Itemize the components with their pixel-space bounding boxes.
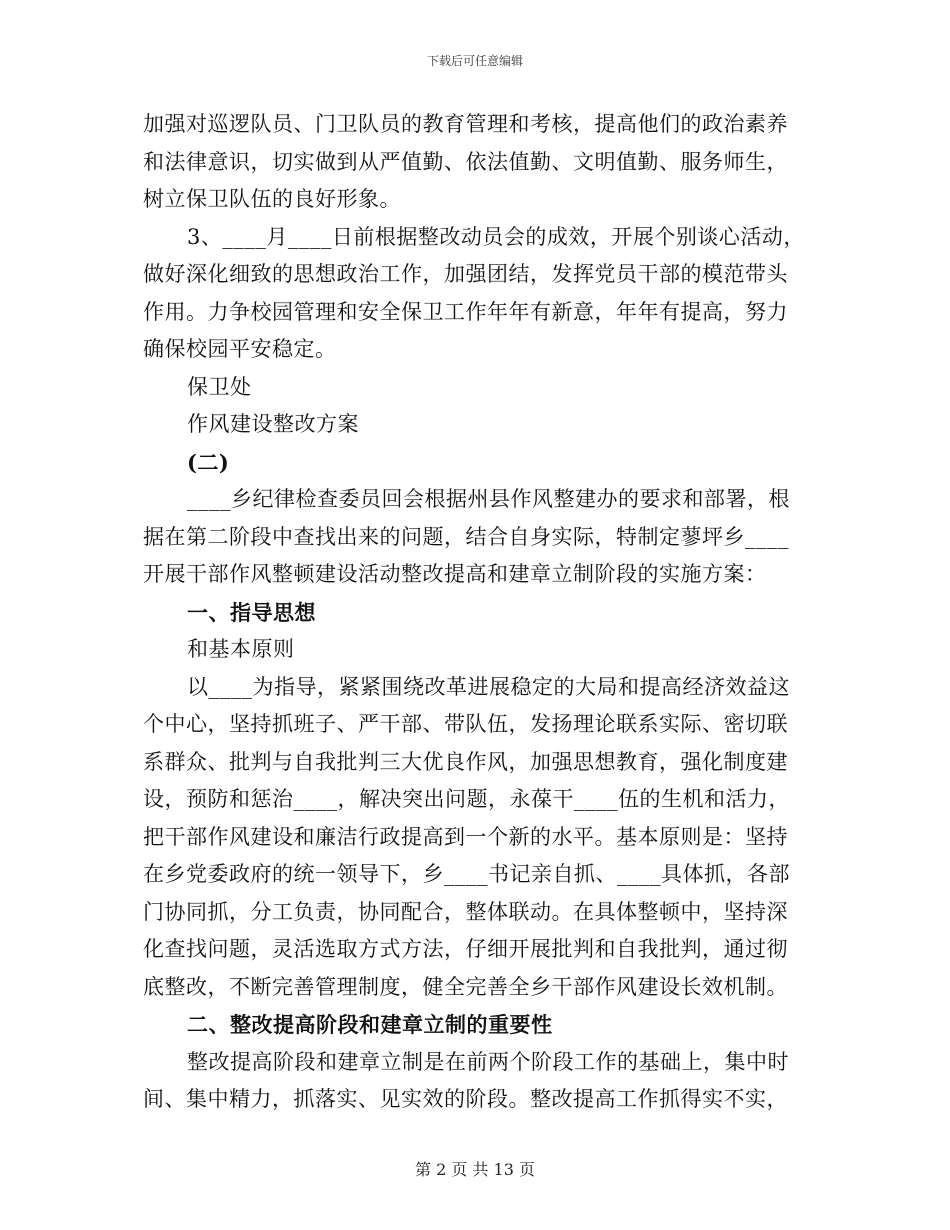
paragraph-line: 树立保卫队伍的良好形象。 [143, 187, 401, 211]
paragraph-line: 系群众、批判与自我批判三大优良作风，加强思想教育，强化制度建 [143, 749, 788, 774]
paragraph-line: 化查找问题，灵活选取方式方法，仔细开展批判和自我批判，通过彻 [143, 937, 788, 961]
paragraph-line: 确保校园平安稳定。 [143, 337, 337, 361]
section-heading-line: (二) [187, 449, 230, 475]
paragraph-line: 作用。力争校园管理和安全保卫工作年年有新意，年年有提高，努力 [143, 299, 788, 324]
paragraph-line: 保卫处 [187, 374, 252, 399]
paragraph-line: 间、集中精力，抓落实、见实效的阶段。整改提高工作抓得实不实， [143, 1087, 788, 1111]
paragraph-line: 和基本原则 [187, 637, 295, 661]
section-heading-line: 一、指导思想 [187, 599, 316, 625]
paragraph-line: 设，预防和惩治____，解决突出问题，永葆干____伍的生机和活力， [143, 787, 790, 811]
paragraph-line: 和法律意识，切实做到从严值勤、依法值勤、文明值勤、服务师生， [143, 149, 788, 174]
paragraph-line: 个中心，坚持抓班子、严干部、带队伍，发扬理论联系实际、密切联 [143, 712, 788, 736]
paragraph-line: 底整改，不断完善管理制度，健全完善全乡干部作风建设长效机制。 [143, 974, 788, 999]
paragraph-line: 3、____月____日前根据整改动员会的成效，开展个别谈心活动， [187, 224, 805, 249]
paragraph-line: 加强对巡逻队员、门卫队员的教育管理和考核，提高他们的政治素养 [143, 112, 788, 136]
body-text [143, 106, 805, 1119]
paragraph-line: 门协同抓，分工负责，协同配合，整体联动。在具体整顿中，坚持深 [143, 899, 788, 924]
paragraph-line: 以____为指导，紧紧围绕改革进展稳定的大局和提高经济效益这 [187, 674, 790, 699]
section-heading-line: 二、整改提高阶段和建章立制的重要性 [187, 1012, 553, 1037]
paragraph-line: 在乡党委政府的统一领导下，乡____书记亲自抓、____具体抓，各部 [143, 862, 790, 886]
paragraph-line: 做好深化细致的思想政治工作，加强团结，发挥党员干部的模范带头 [143, 262, 788, 286]
paragraph-line: 把干部作风建设和廉洁行政提高到一个新的水平。基本原则是：坚持 [143, 824, 788, 849]
paragraph-line: 据在第二阶段中查找出来的问题，结合自身实际，特制定蓼坪乡____ [143, 524, 789, 549]
paragraph-line: ____乡纪律检查委员回会根据州县作风整建办的要求和部署，根 [187, 487, 790, 511]
paragraph-line: 开展干部作风整顿建设活动整改提高和建章立制阶段的实施方案： [143, 562, 767, 586]
page-header: 下载后可任意编辑 [426, 54, 523, 68]
paragraph-line: 作风建设整改方案 [187, 412, 359, 436]
paragraph-line: 整改提高阶段和建章立制是在前两个阶段工作的基础上，集中时 [187, 1049, 789, 1074]
page-footer: 第 2 页 共 13 页 [415, 1160, 535, 1179]
